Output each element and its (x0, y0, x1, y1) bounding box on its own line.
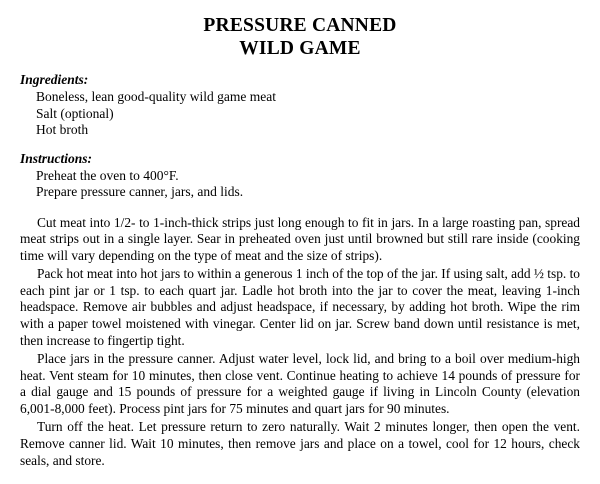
instructions-body (20, 215, 580, 470)
ingredients-list (20, 89, 580, 139)
instructions-steps-list (20, 168, 580, 201)
list-item: Salt (optional) (36, 105, 114, 121)
paragraph: Place jars in the pressure canner. Adjust water level, lock lid, and bring to a boil over medium-high heat. Vent steam for 10 minutes, then close vent. Continue heating to achieve 14 pounds of pressure for a dial gauge and 15 pounds of pressure for a weighted gauge if living in Lincoln County (elevation 6,001-8,000 feet). Process pint jars for 75 minutes and quart jars for 90 minutes. (20, 350, 580, 417)
ingredients-heading: Ingredients: (20, 72, 89, 87)
paragraph: Turn off the heat. Let pressure return to zero naturally. Wait 2 minutes longer, then open the vent. Remove canner lid. Wait 10 minutes, then remove jars and place on a towel, cool for 12 hours, check seals, and store. (20, 419, 580, 468)
paragraph: Pack hot meat into hot jars to within a generous 1 inch of the top of the jar. If using salt, add ½ tsp. to each pint jar or 1 tsp. to each quart jar. Ladle hot broth into the jar to cover the meat, leaving 1-inch headspace. Remove air bubbles and adjust headspace, if necessary, by adding hot broth. Wipe the rim with a paper towel moistened with vinegar. Center lid on jar. Screw band down until resistance is met, then increase to fingertip tight. (20, 265, 580, 349)
list-item: Preheat the oven to 400°F. (36, 167, 179, 183)
title-line-2: WILD GAME (239, 38, 361, 59)
list-item: Boneless, lean good-quality wild game meat (36, 89, 276, 104)
instructions-heading: Instructions: (20, 150, 93, 166)
title-line-1: PRESSURE CANNED (203, 15, 397, 36)
paragraph: Cut meat into 1/2- to 1-inch-thick strips just long enough to fit in jars. In a large roasting pan, spread meat strips out in a single layer. Sear in preheated oven just until browned but still rare inside (cooking time will vary depending on the type of meat and the size of strips). (20, 214, 580, 264)
list-item: Prepare pressure canner, jars, and lids. (36, 184, 244, 199)
page-title (20, 14, 580, 60)
list-item: Hot broth (36, 122, 89, 137)
